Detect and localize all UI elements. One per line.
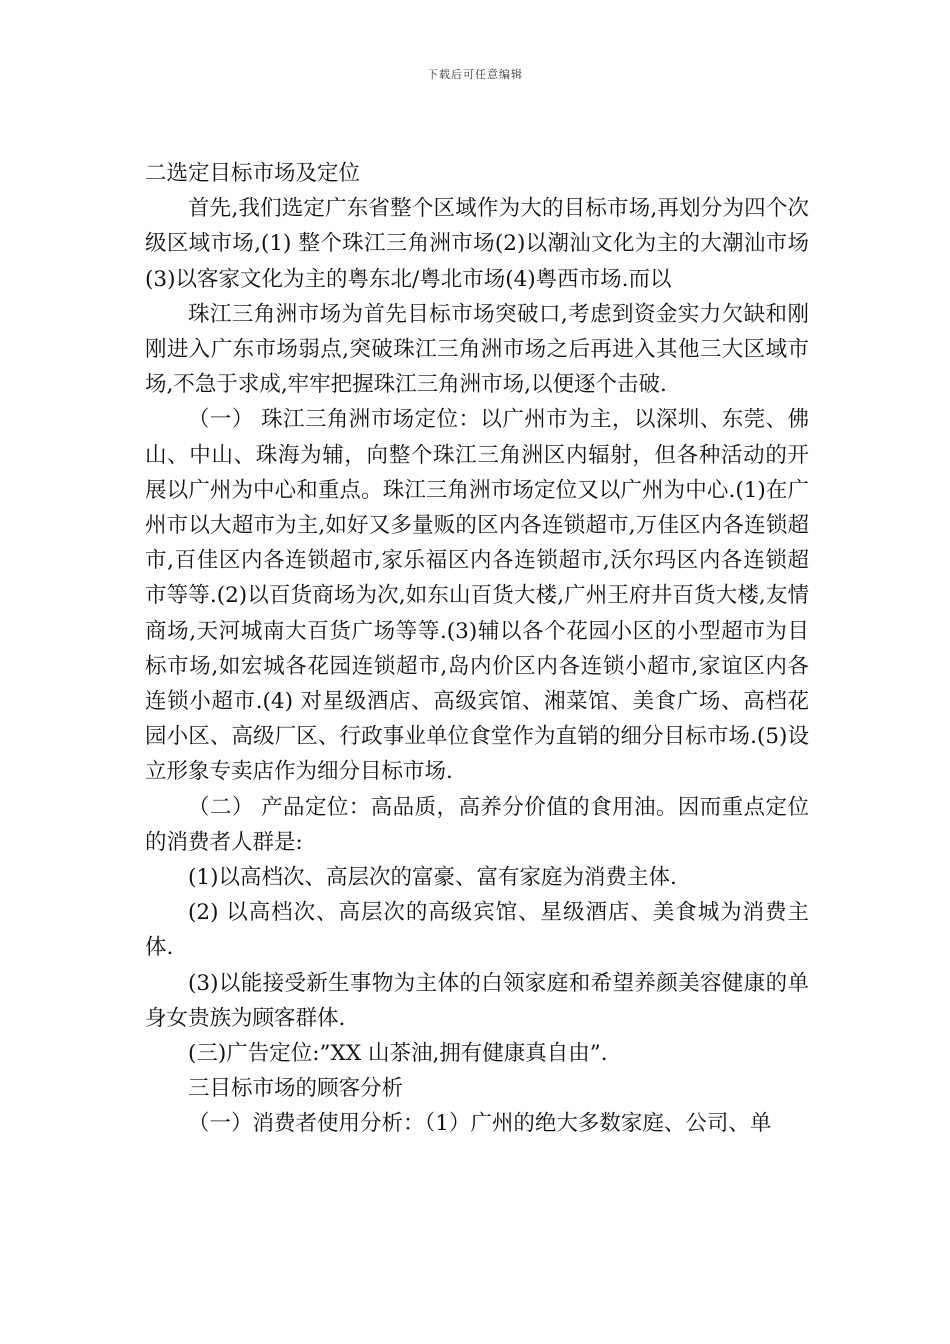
paragraph-prd-positioning: （一） 珠江三角洲市场定位：以广州市为主，以深圳、东莞、佛山、中山、珠海为辅，向整个珠江三角洲区内辐射，但各种活动的开展以广州为中心和重点。珠江三角洲市场定位又以广州为中心.(1)在广州市以大超市为主,如好又多量贩的区内各连锁超市,万佳区内各连锁超市,百佳区内各连锁超市,家乐福区内各连锁超市,沃尔玛区内各连锁超市等等.(2)以百货商场为次,如东山百货大楼,广州王府井百货大楼,友情商场,天河城南大百货广场等等.(3)辅以各个花园小区的小型超市为目标市场,如宏城各花园连锁超市,岛内价区内各连锁小超市,家谊区内各连锁小超市.(4) 对星级酒店、高级宾馆、湘菜馆、美食广场、高档花园小区、高级厂区、行政事业单位食堂作为直销的细分目标市场.(5)设立形象专卖店作为细分目标市场. [145, 407, 809, 785]
list-item-consumer-3: (3)以能接受新生事物为主体的白领家庭和希望养颜美容健康的单身女贵族为顾客群体. [145, 970, 809, 1031]
section-heading-customer-analysis: 三目标市场的顾客分析 [188, 1076, 404, 1102]
paragraph-product-positioning: （二） 产品定位：高品质，高养分价值的食用油。因而重点定位的消费者人群是: [145, 794, 809, 855]
list-item-consumer-1: (1)以高档次、高层次的富豪、富有家庭为消费主体. [188, 865, 677, 891]
paragraph-breakthrough: 珠江三角洲市场为首先目标市场突破口,考虑到资金实力欠缺和刚刚进入广东市场弱点,突破珠江三角洲市场之后再进入其他三大区域市场,不急于求成,牢牢把握珠江三角洲市场,以便逐个击破. [145, 301, 809, 398]
section-heading-target-market: 二选定目标市场及定位 [145, 161, 361, 186]
page-header-note: 下载后可任意编辑 [427, 68, 523, 81]
paragraph-market-division: 首先,我们选定广东省整个区域作为大的目标市场,再划分为四个次级区域市场,(1) 整个珠江三角洲市场(2)以潮汕文化为主的大潮汕市场(3)以客家文化为主的粤东北/粤北市场(4)粤西市场.而以 [145, 196, 809, 292]
paragraph-consumer-usage: （一）消费者使用分析：（1）广州的绝大多数家庭、公司、单 [188, 1111, 772, 1137]
document-body [145, 156, 809, 1142]
paragraph-ad-positioning: (三)广告定位:”XX 山茶油,拥有健康真自由”. [188, 1041, 608, 1067]
list-item-consumer-2: (2) 以高档次、高层次的高级宾馆、星级酒店、美食城为消费主体. [145, 900, 809, 961]
